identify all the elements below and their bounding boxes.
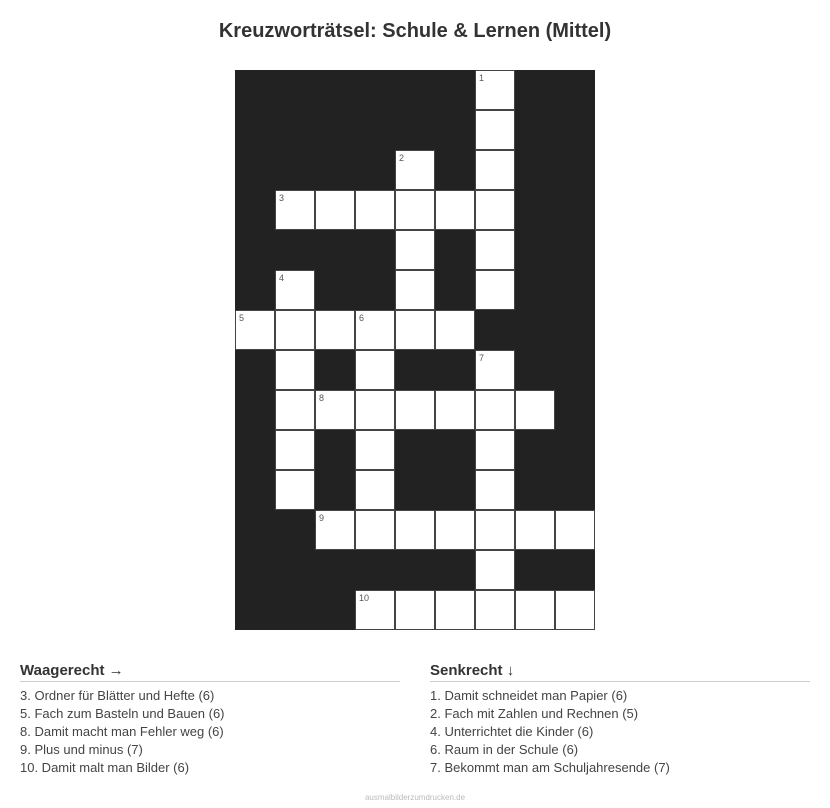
grid-cell[interactable]: [475, 270, 515, 310]
grid-cell[interactable]: [275, 390, 315, 430]
grid-cell[interactable]: [395, 230, 435, 270]
grid-cell[interactable]: [475, 470, 515, 510]
grid-cell[interactable]: [275, 350, 315, 390]
grid-cell[interactable]: [395, 190, 435, 230]
cell-number: 10: [359, 593, 370, 603]
cell-number: 2: [399, 153, 405, 163]
grid-cell[interactable]: [475, 70, 515, 110]
cell-number: 5: [239, 313, 245, 323]
cell-number: 3: [279, 193, 285, 203]
footer-watermark: ausmalbilderzumdrucken.de: [364, 793, 466, 802]
grid-cell[interactable]: [435, 310, 475, 350]
grid-cell[interactable]: [355, 390, 395, 430]
grid-cell[interactable]: [515, 390, 555, 430]
grid-cell[interactable]: [275, 270, 315, 310]
grid-cell[interactable]: [315, 190, 355, 230]
cell-number: 7: [479, 353, 485, 363]
grid-cell[interactable]: [355, 350, 395, 390]
cell-number: 4: [279, 273, 285, 283]
across-clue: 9. Plus und minus (7): [20, 742, 143, 757]
grid-cell[interactable]: [355, 430, 395, 470]
cell-number: 1: [479, 73, 485, 83]
grid-cell[interactable]: [355, 470, 395, 510]
grid-cell[interactable]: [475, 150, 515, 190]
crossword-grid: [235, 70, 595, 630]
grid-cell[interactable]: [435, 390, 475, 430]
grid-cell[interactable]: [515, 590, 555, 630]
grid-cell[interactable]: [395, 150, 435, 190]
grid-cell[interactable]: [355, 510, 395, 550]
across-heading: Waagerecht →: [20, 662, 400, 682]
grid-cell[interactable]: [475, 550, 515, 590]
grid-cell[interactable]: [275, 310, 315, 350]
grid-cell[interactable]: [275, 190, 315, 230]
down-clue: 4. Unterrichtet die Kinder (6): [430, 724, 594, 739]
grid-cell[interactable]: [315, 310, 355, 350]
grid-cell[interactable]: [435, 590, 475, 630]
cell-number: 9: [319, 513, 325, 523]
grid-cell[interactable]: [395, 310, 435, 350]
grid-cell[interactable]: [315, 390, 355, 430]
grid-cell[interactable]: [475, 590, 515, 630]
down-clue-list: [430, 687, 810, 777]
across-clue-list: [20, 687, 400, 777]
grid-cell[interactable]: [275, 430, 315, 470]
across-clue: 5. Fach zum Basteln und Bauen (6): [20, 706, 225, 721]
across-clue: 10. Damit malt man Bilder (6): [20, 760, 190, 775]
grid-cell[interactable]: [355, 590, 395, 630]
down-clue: 6. Raum in der Schule (6): [430, 742, 579, 757]
grid-cell[interactable]: [315, 510, 355, 550]
grid-cell[interactable]: [475, 350, 515, 390]
across-clues-section: [20, 662, 400, 777]
grid-cell[interactable]: [435, 510, 475, 550]
grid-cell[interactable]: [475, 110, 515, 150]
grid-cell[interactable]: [475, 390, 515, 430]
cell-number: 8: [319, 393, 325, 403]
down-heading: Senkrecht ↓: [430, 662, 810, 682]
across-clue: 3. Ordner für Blätter und Hefte (6): [20, 688, 215, 703]
grid-cell[interactable]: [475, 430, 515, 470]
grid-cell[interactable]: [395, 390, 435, 430]
grid-cell[interactable]: [515, 510, 555, 550]
grid-cell[interactable]: [555, 510, 595, 550]
grid-cell[interactable]: [475, 190, 515, 230]
grid-cell[interactable]: [395, 590, 435, 630]
grid-cell[interactable]: [395, 510, 435, 550]
down-clue: 7. Bekommt man am Schuljahresende (7): [430, 760, 670, 775]
across-clue: 8. Damit macht man Fehler weg (6): [20, 724, 224, 739]
grid-cell[interactable]: [555, 590, 595, 630]
grid-cell[interactable]: [355, 190, 395, 230]
grid-cell[interactable]: [395, 270, 435, 310]
down-clues-section: [430, 662, 810, 777]
grid-cell[interactable]: [235, 310, 275, 350]
down-clue: 1. Damit schneidet man Papier (6): [430, 688, 628, 703]
grid-cell[interactable]: [475, 230, 515, 270]
down-clue: 2. Fach mit Zahlen und Rechnen (5): [430, 706, 639, 721]
grid-cell[interactable]: [435, 190, 475, 230]
page-title: Kreuzworträtsel: Schule & Lernen (Mittel): [218, 20, 612, 42]
cell-number: 6: [359, 313, 365, 323]
grid-cell[interactable]: [355, 310, 395, 350]
grid-cell[interactable]: [275, 470, 315, 510]
grid-cell[interactable]: [475, 510, 515, 550]
